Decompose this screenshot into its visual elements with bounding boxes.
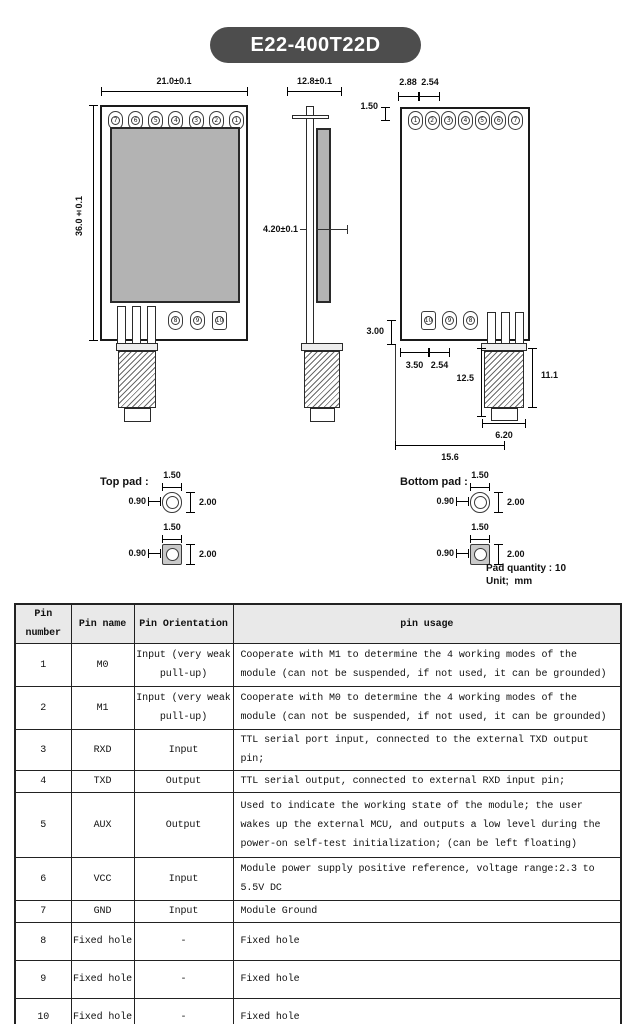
pin-usage-cell: Module power supply positive reference, voltage range:2.3 to 5.5V DC [233,858,621,901]
extension-line [395,345,396,442]
pin-orientation-cell: Input [134,901,233,923]
pin-number-cell: 7 [15,901,71,923]
pad [491,111,506,130]
pad-number: 9 [193,316,202,325]
pin-usage-cell: Cooperate with M1 to determine the 4 working modes of the module (can not be suspended, if not used, it can be grounded) [233,644,621,687]
pad-number: 5 [151,116,160,125]
pin-number-cell: 8 [15,923,71,961]
sma-connector [118,351,156,408]
table-row [15,923,621,961]
pad-shape-oval [162,492,182,513]
pin-number-cell: 6 [15,858,71,901]
dim-line [395,441,505,450]
dim-line [101,87,248,96]
rf-shield-side [316,128,331,303]
pin-orientation-cell: - [134,923,233,961]
pad-number: 10 [215,316,224,324]
table-row [15,771,621,793]
dim-line [456,549,469,558]
dim-sma-width: 6.20 [495,430,513,440]
pad-number: 3 [192,116,201,125]
pin-usage-cell: TTL serial port input, connected to the external TXD output pin; [233,730,621,771]
pin-name-cell: AUX [71,793,134,858]
dim-pad-bottom: 3.00 [366,326,384,336]
pad [421,311,436,330]
sma-connector-cap [116,343,158,351]
antenna-pin [501,312,510,346]
table-row [15,999,621,1024]
table-row [15,858,621,901]
pad [190,311,205,330]
table-row [15,793,621,858]
pin-usage-cell: Fixed hole [233,999,621,1024]
pin-orientation-cell: Input (very weak pull-up) [134,644,233,687]
dim-line [381,107,390,121]
pcb-edge [306,106,314,344]
pin-name-cell: M0 [71,644,134,687]
pin-orientation-cell: Output [134,793,233,858]
bottom-pad-detail [400,470,604,570]
dim-line [456,497,469,506]
pin-name-cell: GND [71,901,134,923]
pin-name-cell: VCC [71,858,134,901]
sma-connector-tip [310,408,335,422]
dim-line [148,549,161,558]
pad-shape-oval [470,492,490,513]
pin-name-cell: Fixed hole [71,961,134,999]
pad [475,111,490,130]
pin-name-cell: TXD [71,771,134,793]
table-row [15,644,621,687]
dim-hole: 0.90 [436,548,454,558]
module-body-back [400,107,530,341]
pad [212,311,227,330]
pad-number: 6 [494,116,503,125]
antenna-pin [487,312,496,346]
dim-line [470,535,490,543]
pad-number: 2 [212,116,221,125]
dim-edge-to-pad: 2.88 [399,77,417,87]
dim-pad-height: 2.00 [507,497,525,507]
pin-number-cell: 1 [15,644,71,687]
rf-shield [110,127,240,303]
antenna-pin [132,306,141,346]
dim-pad-height: 2.00 [507,549,525,559]
dim-bottom-edge: 3.50 [405,360,424,370]
dim-sma-left-height: 12.5 [456,373,474,383]
pad [425,111,440,130]
pin-orientation-cell: Input [134,730,233,771]
pin-usage-cell: Cooperate with M0 to determine the 4 working modes of the module (can not be suspended, if not used, it can be grounded) [233,687,621,730]
pad-number: 9 [445,316,454,325]
cross-pin [292,115,329,119]
top-pad-label: Top pad : [100,476,149,488]
dim-hole: 0.90 [128,496,146,506]
pin-orientation-cell: Input [134,858,233,901]
dim-line [470,483,490,491]
pad-number: 10 [424,316,433,324]
pad-hole [166,496,179,509]
dim-line [398,92,419,101]
pin-usage-cell: Fixed hole [233,923,621,961]
antenna-pin [147,306,156,346]
dim-line [186,544,195,565]
dim-line [482,419,526,428]
dim-front-width: 21.0±0.1 [156,76,192,86]
pin-orientation-cell: Input (very weak pull-up) [134,687,233,730]
antenna-pin [515,312,524,346]
pin-number-cell: 4 [15,771,71,793]
dim-line [162,483,182,491]
pad-number: 3 [444,116,453,125]
pad-hole [474,548,487,561]
dim-line [148,497,161,506]
pad-hole [474,496,487,509]
bottom-pad-label: Bottom pad : [400,476,468,488]
pad-number: 1 [411,116,420,125]
pad [458,111,473,130]
pin-usage-cell: Fixed hole [233,961,621,999]
pad-number: 4 [461,116,470,125]
header-pin-number: Pin number [15,604,71,644]
pin-orientation-cell: - [134,999,233,1024]
top-pad-detail [96,470,296,570]
pad [441,111,456,130]
dim-pad-width: 1.50 [163,522,181,532]
dim-line [287,87,342,96]
dim-side-thickness: 4.20±0.1 [263,224,298,234]
pin-number-cell: 9 [15,961,71,999]
pad [408,111,423,130]
dim-line [186,492,195,513]
pad-number: 5 [478,116,487,125]
pad [168,311,183,330]
pad-number: 4 [171,116,180,125]
antenna-pin [117,306,126,346]
dim-pad-width: 1.50 [471,470,489,480]
sma-connector-cap [301,343,343,351]
sma-connector [484,351,524,408]
pad-quantity-note: Pad quantity : 10 [486,563,567,574]
dim-pad-width: 1.50 [163,470,181,480]
dim-tick [347,225,348,234]
pad [508,111,523,130]
pin-number-cell: 5 [15,793,71,858]
pin-table-header-row [15,604,621,644]
dim-line [429,348,450,357]
dim-pad-height: 2.00 [199,549,217,559]
pad-shape-rect [162,544,182,565]
pin-number-cell: 2 [15,687,71,730]
sma-connector-cap [481,343,527,351]
unit-note: Unit; mm [486,576,533,587]
sma-connector-tip [124,408,151,422]
table-row [15,730,621,771]
pin-name-cell: Fixed hole [71,923,134,961]
dim-pad-width: 1.50 [471,522,489,532]
dim-total-width: 15.6 [441,452,459,462]
pad-number: 8 [466,316,475,325]
dim-line [477,348,486,417]
pin-usage-cell: TTL serial output, connected to external RXD input pin; [233,771,621,793]
pad [463,311,478,330]
dim-sma-right-height: 11.1 [541,370,559,380]
dim-front-height: 36.0±0.1 [74,196,84,237]
dim-hole: 0.90 [128,548,146,558]
dim-line [528,348,537,408]
module-title-badge [210,27,421,63]
pad-number: 7 [111,116,120,125]
table-row [15,901,621,923]
dim-line [494,492,503,513]
pad-number: 1 [232,116,241,125]
header-pin-usage: pin usage [233,604,621,644]
header-pin-orientation: Pin Orientation [134,604,233,644]
pad-hole [166,548,179,561]
pin-orientation-cell: - [134,961,233,999]
sma-connector [304,351,340,408]
pin-table [14,603,622,1024]
dim-leader [300,229,306,230]
table-row [15,687,621,730]
pin-usage-cell: Module Ground [233,901,621,923]
dim-line [400,348,429,357]
dim-line [89,105,98,341]
pad-number: 7 [511,116,520,125]
pin-orientation-cell: Output [134,771,233,793]
dim-line [162,535,182,543]
dim-hole: 0.90 [436,496,454,506]
pin-number-cell: 3 [15,730,71,771]
dim-pad-pitch: 2.54 [421,77,439,87]
pad-number: 2 [428,116,437,125]
dim-line [419,92,440,101]
dim-pad-height: 2.00 [199,497,217,507]
pin-usage-cell: Used to indicate the working state of the module; the user wakes up the external MCU, and outputs a low level during the power-on self-test initialization; (can be left floating) [233,793,621,858]
table-row [15,961,621,999]
dim-line [387,320,396,345]
pad-number: 6 [131,116,140,125]
pin-name-cell: Fixed hole [71,999,134,1024]
dim-leader [316,229,348,230]
pin-name-cell: M1 [71,687,134,730]
pad [442,311,457,330]
dim-bottom-pitch: 2.54 [430,360,449,370]
pin-name-cell: RXD [71,730,134,771]
dim-side-width: 12.8±0.1 [297,76,332,86]
pin-number-cell: 10 [15,999,71,1024]
pad-number: 8 [171,316,180,325]
dim-pad-top: 1.50 [360,101,378,111]
back-top-pad-row [408,111,523,130]
module-title: E22-400T22D [250,33,381,56]
back-bottom-pad-row [421,311,478,330]
header-pin-name: Pin name [71,604,134,644]
front-bottom-pad-row [168,311,227,330]
